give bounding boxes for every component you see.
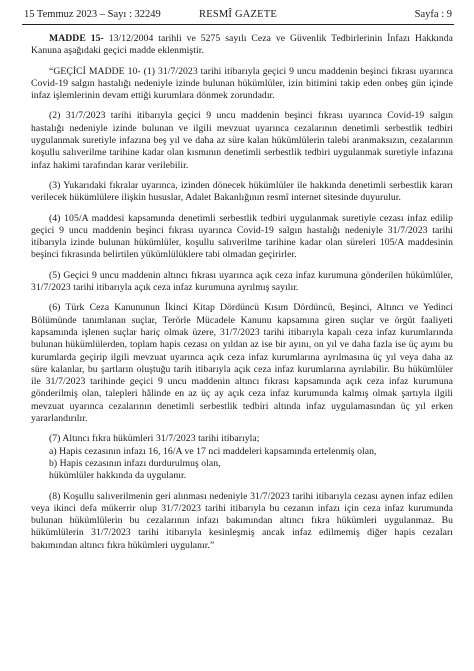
paragraph-gecici-madde-1: “GEÇİCİ MADDE 10- (1) 31/7/2023 tarihi itibarıyla geçici 9 uncu maddenin beşinci fıkrası uyarınca Covid-19 salgın hastalığı nedeniyle izinde bulunan hükümlüler, izin bitimini takip eden onbeş gün içinde infaz işlemlerinin devam ettiği kurumlara dönmek zorundadır. xyxy=(31,65,453,102)
paragraph-3: (3) Yukarıdaki fıkralar uyarınca, izinden dönecek hükümlüler ile hakkında denetimli serbestlik kararı verilecek hükümlülere ilişkin hususlar, Adalet Bakanlığının resmî internet sitesinde duyurulur. xyxy=(31,179,453,204)
paragraph-7-item-b: b) Hapis cezasının infazı durdurulmuş olan, xyxy=(49,457,221,469)
paragraph-8: (8) Koşullu salıverilmenin geri alınması nedeniyle 31/7/2023 tarihi itibarıyla cezası aynen infaz edilen veya ikinci defa mükerrir olup 31/7/2023 tarihi itibarıyla bu cezanın infazı için ceza infaz kurumunda bulunan hükümlülerin bu cezalarının infazı bakımından altıncı fıkra hükümleri uygulanmaz. Bu hükümlülerin 31/7/2023 tarihi itibarıyla kesinleşmiş ancak infaz edilmemiş diğer hapis cezaları bakımından altıncı fıkra hükümleri uygulanır.” xyxy=(31,490,453,551)
paragraph-4: (4) 105/A maddesi kapsamında denetimli serbestlik tedbiri uygulanmak suretiyle cezası infaz edilip geçici 9 uncu maddenin beşinci fıkrası uyarınca Covid-19 salgın hastalığı nedeniyle 31/7/2023 tarihi itibarıyla izinde bulunan hükümlüler, koşullu salıverilme tarihine kadar olan süreleri 105/A maddesinin beşinci fıkrasında belirtilen yükümlülüklere tabi olmadan geçirirler. xyxy=(31,212,453,261)
issue-date-number: 15 Temmuz 2023 – Sayı : 32249 xyxy=(24,9,161,20)
publication-title: RESMÎ GAZETE xyxy=(199,9,277,20)
paragraph-7: (7) Altıncı fıkra hükümleri 31/7/2023 tarihi itibarıyla; xyxy=(49,433,260,445)
paragraph-5: (5) Geçici 9 uncu maddenin altıncı fıkrası uyarınca açık ceza infaz kurumuna gönderilen hükümlüler, 31/7/2023 tarihi itibarıyla açık ceza infaz kurumuna ayrılmış sayılır. xyxy=(31,269,453,294)
paragraph-2: (2) 31/7/2023 tarihi itibarıyla geçici 9 uncu maddenin beşinci fıkrası uyarınca Covid-19 salgın hastalığı nedeniyle izinde bulunan ve ilgili mevzuat uyarınca cezalarının denetimli serbestlik tedbiri uygulanmak suretiyle infazına beş yıl ve daha az süre kalan hükümlülerin talebi aranmaksızın, cezalarının koşullu salıverilme tarihine kadar olan kısmının denetimli serbestlik tedbiri uygulanmak suretiyle infazına infaz hakimi tarafından karar verilebilir. xyxy=(31,110,453,171)
madde-label: MADDE 15- xyxy=(49,33,104,44)
page-number: Sayfa : 9 xyxy=(414,9,452,20)
page-header xyxy=(24,8,452,22)
madde-text: 13/12/2004 tarihli ve 5275 sayılı Ceza ve Güvenlik Tedbirlerinin İnfazı Hakkında Kanuna aşağıdaki geçici madde eklenmiştir. xyxy=(31,33,453,57)
paragraph-7-item-a: a) Hapis cezasının infazı 16, 16/A ve 17 nci maddeleri kapsamında ertelenmiş olan, xyxy=(49,445,377,457)
header-divider xyxy=(22,24,454,25)
madde-intro xyxy=(31,33,453,58)
article-body xyxy=(31,33,453,560)
paragraph-6: (6) Türk Ceza Kanununun İkinci Kitap Dördüncü Kısım Dördüncü, Beşinci, Altıncı ve Yedinci Bölümünde tanımlanan suçlar, Terörle Mücadele Kanunu kapsamına giren suçlar ve örgüt faaliyeti kapsamında işlenen suçlar hariç olmak üzere, 31/7/2023 tarihi itibarıyla kapalı ceza infaz kurumlarında bulunan hükümlülerden, toplam hapis cezası on yıldan az ise bir ayını, on yıl ve daha fazla ise üç ayını bu kurumlarda geçirip ilgili mevzuat uyarınca açık ceza infaz kurumlarına ayrılmasına üç yıl veya daha az süre kalanlar, bu şartların oluştuğu tarih itibarıyla açık ceza infaz kurumlarına ayrılabilir. Bu hükümlüler ile 31/7/2023 tarihinde geçici 9 uncu maddenin altıncı fıkrası kapsamında açık ceza infaz kurumuna gönderilmiş olan, talepleri hâlinde en az üç ay açık ceza infaz kurumunda kalmış olmak şartıyla ilgili mevzuat uyarınca cezalarının denetimli serbestlik tedbiri altında infaz uygulamasından üç yıl erken yararlandırılır. xyxy=(31,302,453,425)
paragraph-7-closing: hükümlüler hakkında da uygulanır. xyxy=(49,470,187,482)
